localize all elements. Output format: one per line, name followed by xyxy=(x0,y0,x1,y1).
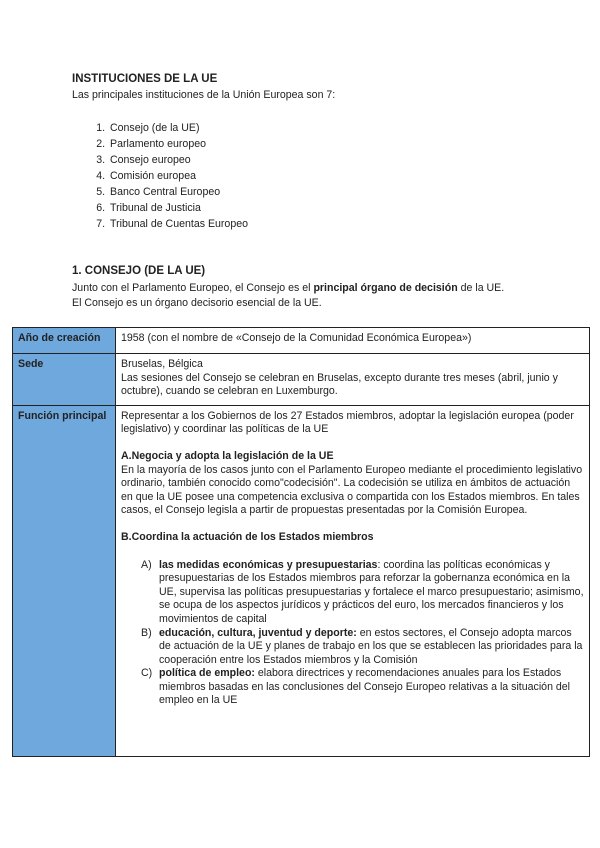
table-row xyxy=(13,405,590,756)
row-value xyxy=(116,405,590,756)
list-item xyxy=(141,627,584,668)
list-item: 3. Consejo europeo xyxy=(108,152,248,168)
text: Representar a los Gobiernos de los 27 Estados miembros, adoptar la legislación europea (poder legislativo) y coordinar las políticas de la UE xyxy=(121,409,574,436)
row-label: Año de creación xyxy=(13,328,116,354)
row-value xyxy=(116,354,590,406)
list-item: 2. Parlamento europeo xyxy=(108,136,248,152)
section-paragraph-2: El Consejo es un órgano decisorio esencial de la UE. xyxy=(72,297,322,309)
list-item: 5. Banco Central Europeo xyxy=(108,184,248,200)
table-row xyxy=(13,354,590,406)
text: En la mayoría de los casos junto con el Parlamento Europeo mediante el procedimiento legislativo ordinario, también conocido como"codecisión". La codecisión se utiliza en ámbitos de actuación en que la UE posee una competencia exclusiva o compartida con los Estados miembros. En tales casos, el Consejo legisla a partir de propuestas presentadas por la Comisión Europea. xyxy=(121,463,583,517)
list-item: 7. Tribunal de Cuentas Europeo xyxy=(108,216,248,232)
bold-text: principal órgano de decisión xyxy=(313,282,458,294)
text: : coordina las políticas económicas y presupuestarias de los Estados miembros para reforzar la gobernanza económica en la UE, supervisa las políticas presupuestarias y fortalece el marco presupuestario; asimismo, se ocupa de los aspectos jurídicos y prácticos del euro, los mercados financieros y los movimientos de capital xyxy=(159,558,584,625)
row-label: Función principal xyxy=(13,405,116,756)
list-item xyxy=(141,667,584,708)
table-row xyxy=(13,328,590,354)
section-paragraph-1 xyxy=(72,282,504,296)
text: de la UE. xyxy=(457,282,505,294)
text: Bruselas, Bélgica xyxy=(121,358,203,370)
text: en estos sectores, el Consejo adopta marcos de actuación de la UE y planes de trabajo en los que se establecen las prioridades para la cooperación entre los Estados miembros y la Comisión xyxy=(159,626,583,666)
bold-text: política de empleo: xyxy=(159,667,255,680)
council-info-table xyxy=(12,327,590,757)
list-item: 4. Comisión europea xyxy=(108,168,248,184)
subheading: A.Negocia y adopta la legislación de la UE xyxy=(121,449,334,462)
marker: B) xyxy=(141,626,152,639)
text: Las sesiones del Consejo se celebran en Bruselas, excepto durante tres meses (abril, junio y octubre), cuando se celebran en Luxemburgo. xyxy=(121,371,558,398)
marker: C) xyxy=(141,667,153,680)
institutions-list xyxy=(88,120,248,232)
text: Junto con el Parlamento Europeo, el Consejo es el xyxy=(72,282,314,294)
page-title: INSTITUCIONES DE LA UE xyxy=(72,73,218,85)
bold-text: educación, cultura, juventud y deporte: xyxy=(159,626,357,639)
section-heading: 1. CONSEJO (DE LA UE) xyxy=(72,265,206,277)
intro-text: Las principales instituciones de la Unión Europea son 7: xyxy=(72,89,336,101)
row-label: Sede xyxy=(13,354,116,406)
bold-text: las medidas económicas y presupuestarias xyxy=(159,558,378,571)
list-item xyxy=(141,559,584,627)
text: elabora directrices y recomendaciones anuales para los Estados miembros basadas en las conclusiones del Consejo Europeo relativas a la situación del empleo en la UE xyxy=(159,667,571,707)
list-item: 1. Consejo (de la UE) xyxy=(108,120,248,136)
coordination-list xyxy=(121,559,584,709)
list-item: 6. Tribunal de Justicia xyxy=(108,200,248,216)
subheading: B.Coordina la actuación de los Estados miembros xyxy=(121,530,374,543)
row-value: 1958 (con el nombre de «Consejo de la Comunidad Económica Europea») xyxy=(116,328,590,354)
marker: A) xyxy=(141,558,152,571)
